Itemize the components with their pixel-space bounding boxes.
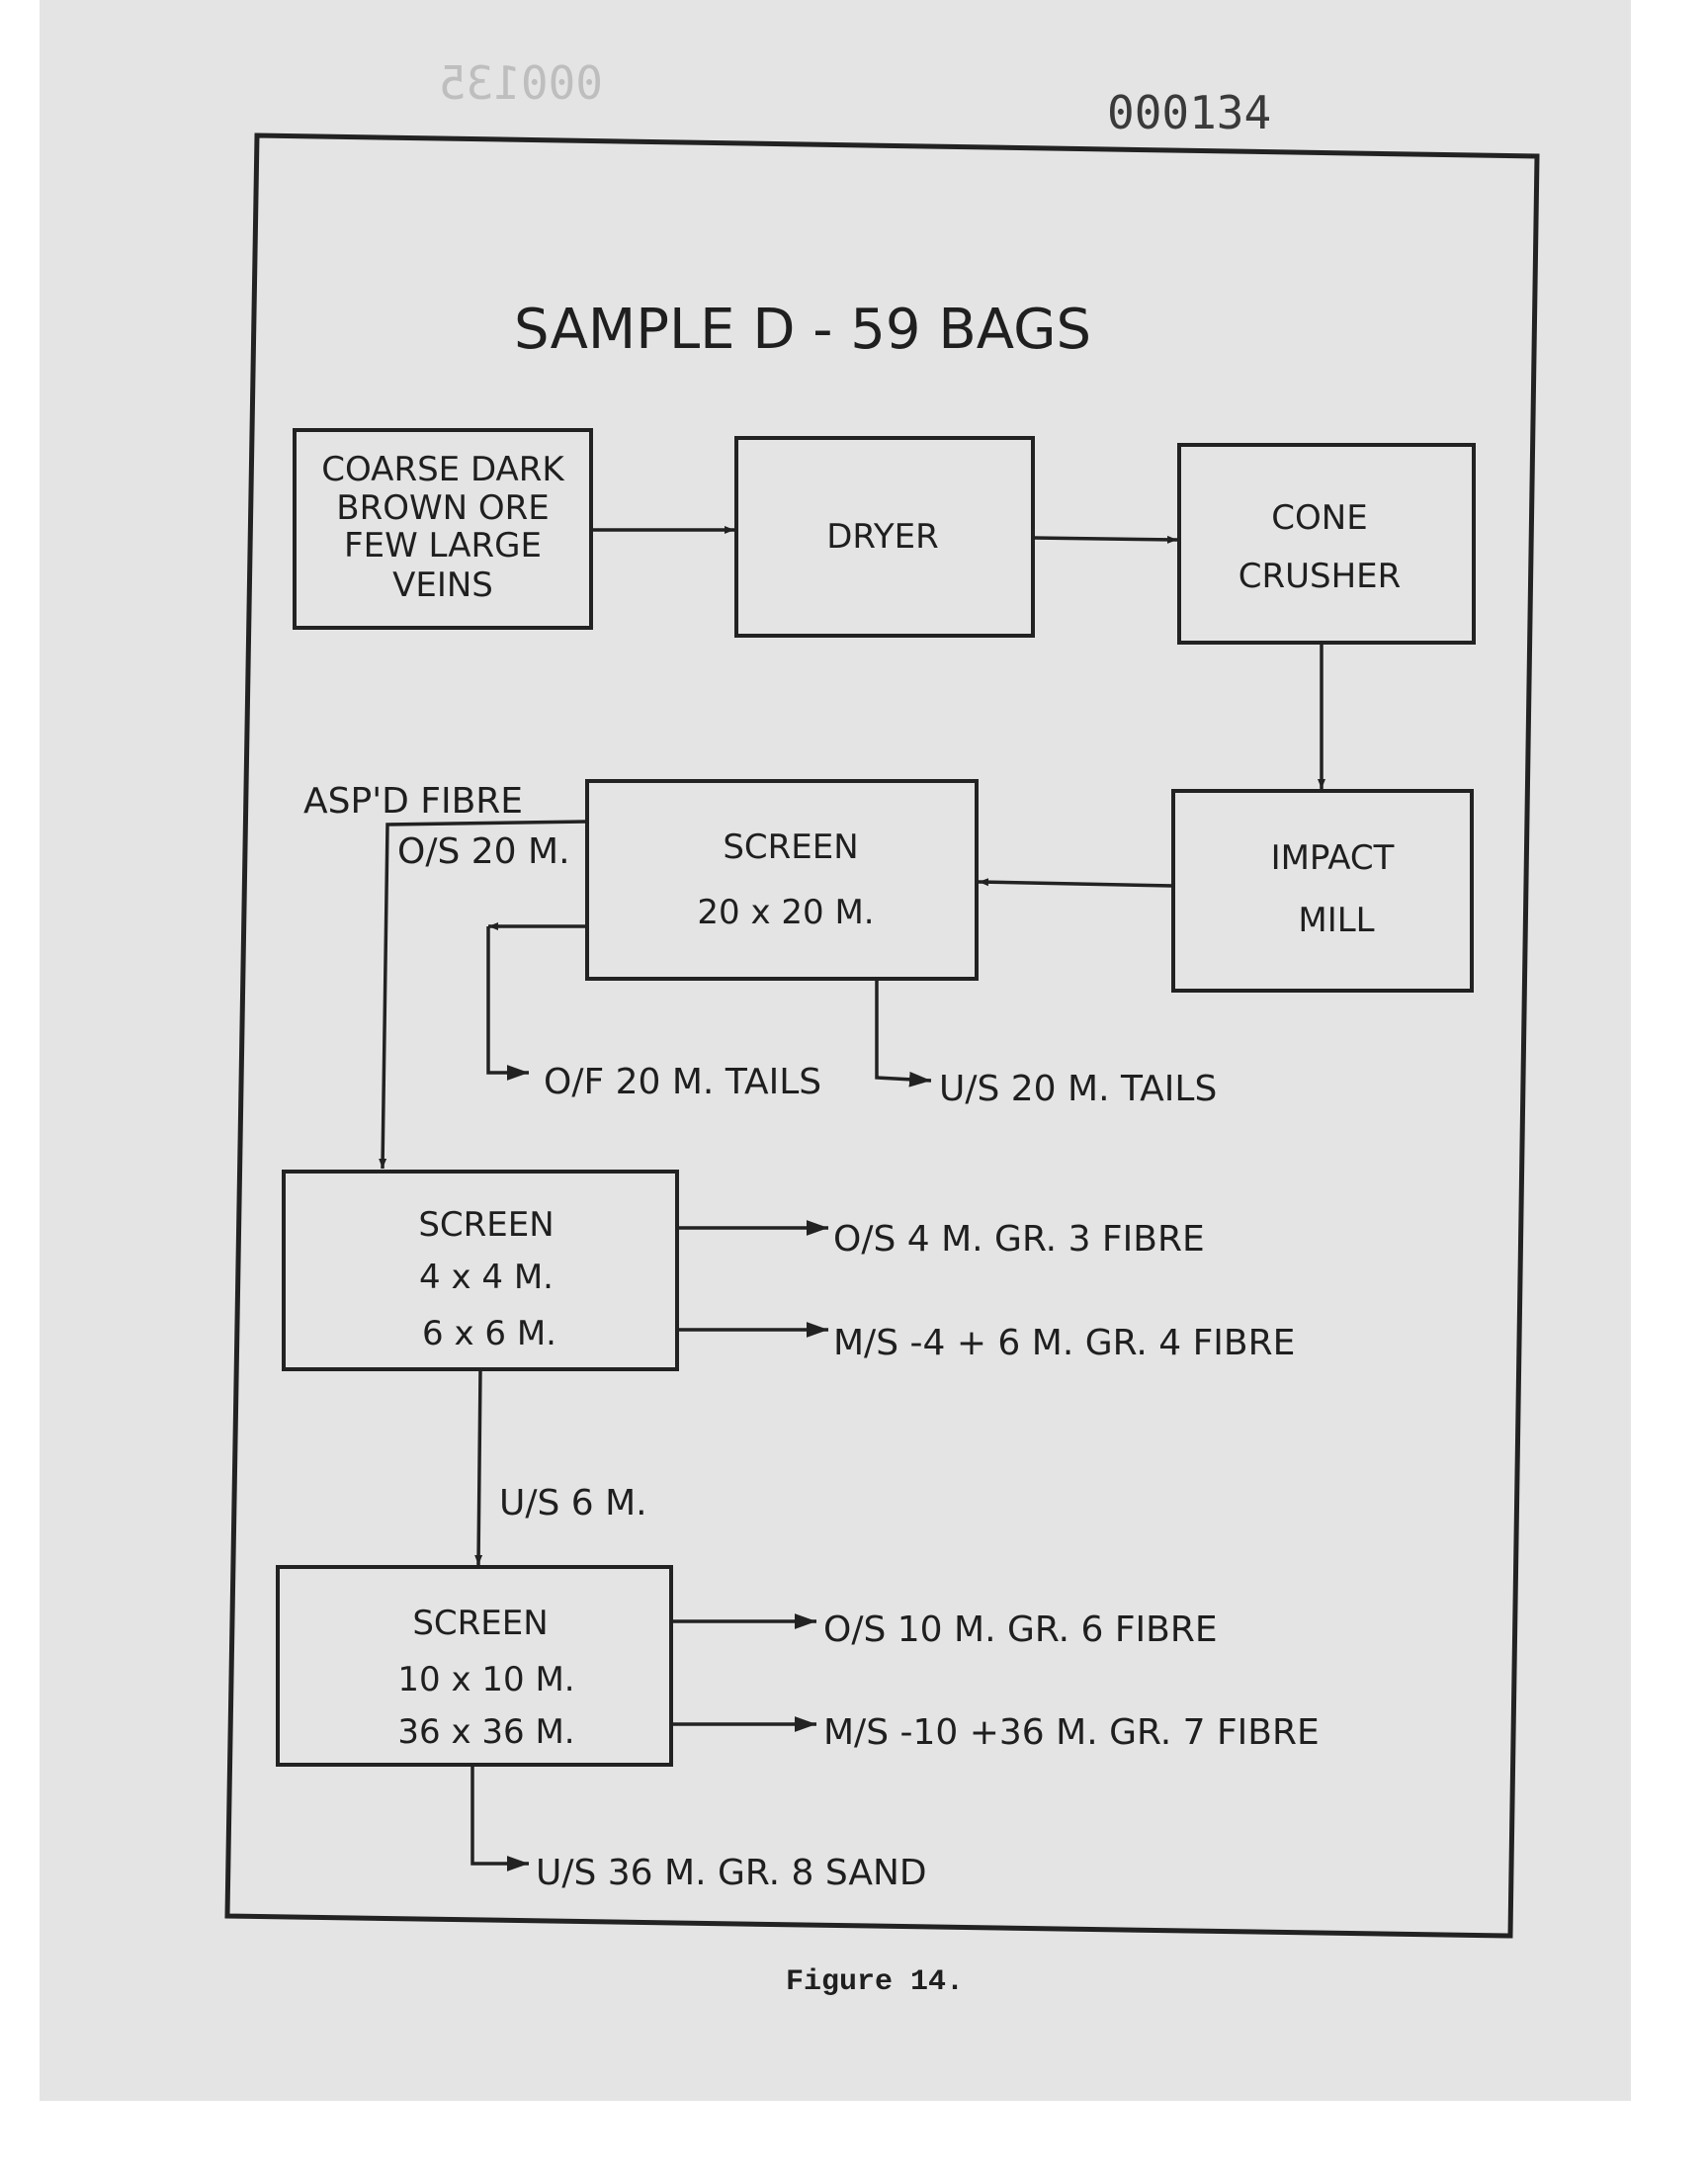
os-20-label: O/S 20 M. bbox=[397, 831, 570, 872]
screen-10-36-line-3: 36 x 36 M. bbox=[397, 1712, 575, 1752]
stamp-number: 000134 bbox=[1107, 86, 1272, 139]
feed-line-3: FEW LARGE bbox=[344, 526, 542, 566]
arrow-us-36 bbox=[472, 1765, 529, 1864]
impact-mill-line-1: IMPACT bbox=[1270, 838, 1395, 878]
screen-4-6-box bbox=[284, 1172, 677, 1369]
screen-10-36-line-1: SCREEN bbox=[412, 1604, 549, 1643]
figure-caption: Figure 14. bbox=[785, 1965, 965, 1999]
us-20-tails-label: U/S 20 M. TAILS bbox=[939, 1069, 1218, 1109]
of-20-tails-label: O/F 20 M. TAILS bbox=[544, 1062, 822, 1102]
diagram-title: SAMPLE D - 59 BAGS bbox=[514, 298, 1092, 362]
cone-crusher-line-1: CONE bbox=[1271, 498, 1368, 538]
screen-20-line-1: SCREEN bbox=[723, 827, 859, 867]
screen-20-line-2: 20 x 20 M. bbox=[697, 893, 875, 932]
screen-20-box bbox=[587, 781, 977, 979]
screen-4-6-line-2: 4 x 4 M. bbox=[419, 1258, 554, 1297]
screen-10-36-box bbox=[278, 1567, 671, 1765]
dryer-box bbox=[736, 438, 1033, 636]
feed-box bbox=[295, 430, 591, 628]
arrow-aspd-fibre-to-screen-4 bbox=[383, 822, 587, 1169]
os-10-label: O/S 10 M. GR. 6 FIBRE bbox=[823, 1610, 1218, 1650]
screen-10-36-line-2: 10 x 10 M. bbox=[397, 1660, 575, 1699]
feed-line-1: COARSE DARK bbox=[321, 450, 564, 489]
arrow-us-20-tails bbox=[877, 979, 931, 1081]
ms-10-36-label: M/S -10 +36 M. GR. 7 FIBRE bbox=[823, 1712, 1320, 1753]
impact-mill-line-2: MILL bbox=[1298, 901, 1375, 940]
aspd-fibre-label: ASP'D FIBRE bbox=[303, 781, 524, 822]
feed-line-2: BROWN ORE bbox=[336, 488, 550, 528]
screen-20-box-outline bbox=[587, 781, 977, 979]
ms-4-6-label: M/S -4 + 6 M. GR. 4 FIBRE bbox=[833, 1323, 1296, 1363]
cone-crusher-box bbox=[1179, 445, 1474, 643]
ghost-stamp-number: 000135 bbox=[438, 56, 603, 110]
arrow-dryer-to-crusher bbox=[1033, 538, 1177, 540]
arrow-of-20-tails bbox=[488, 926, 529, 1073]
cone-crusher-line-2: CRUSHER bbox=[1238, 557, 1402, 596]
feed-line-4: VEINS bbox=[392, 566, 493, 605]
cone-crusher-box-outline bbox=[1179, 445, 1474, 643]
impact-mill-box bbox=[1173, 791, 1472, 991]
os-4-label: O/S 4 M. GR. 3 FIBRE bbox=[833, 1219, 1205, 1260]
us-6-label: U/S 6 M. bbox=[499, 1483, 647, 1523]
impact-mill-box-outline bbox=[1173, 791, 1472, 991]
us-36-label: U/S 36 M. GR. 8 SAND bbox=[536, 1853, 927, 1893]
arrow-mill-to-screen bbox=[979, 882, 1173, 886]
dryer-label: DRYER bbox=[826, 517, 939, 557]
screen-4-6-line-1: SCREEN bbox=[418, 1205, 555, 1245]
arrow-us-6 bbox=[478, 1369, 480, 1565]
screen-4-6-line-3: 6 x 6 M. bbox=[422, 1314, 556, 1353]
